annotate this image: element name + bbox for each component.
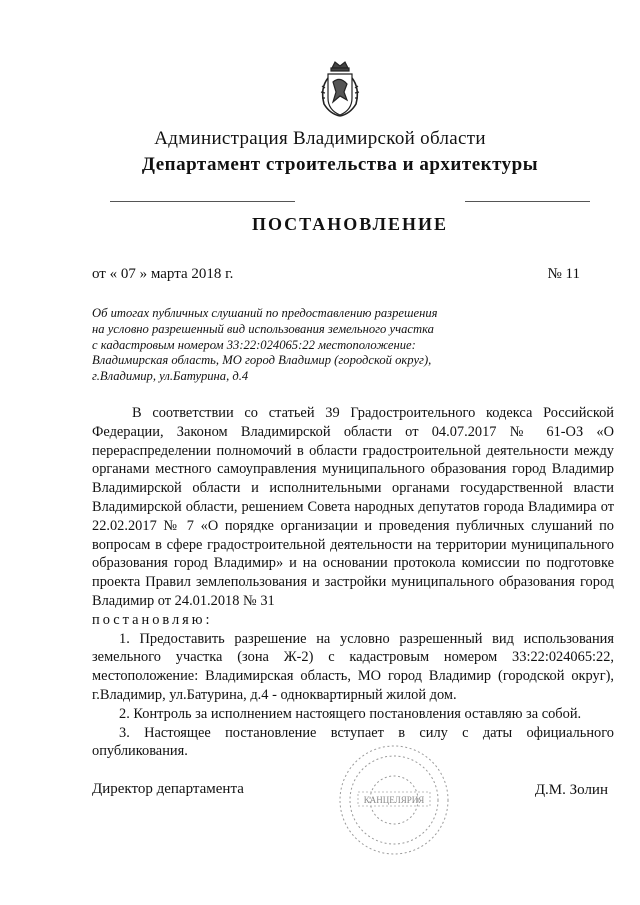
- subject-line: на условно разрешенный вид использования земельного участка: [92, 321, 434, 336]
- document-subject: [92, 306, 472, 385]
- signer-name: Д.М. Золин: [534, 782, 608, 798]
- preamble-paragraph: В соответствии со статьей 39 Градостроительного кодекса Российской Федерации, Законом Владимирской области от 04.07.2017 № 61-ОЗ «О перераспределении полномочий в области градостроительной деятельности между органами местного самоуправления муниципального образования город Владимир Владимирской области и исполнительными органами государственной власти Владимирской области, решением Совета народных депутатов города Владимира от 22.02.2017 № 7 «О порядке организации и проведения публичных слушаний по вопросам в сфере градостроительной деятельности на территории муниципального образования город Владимир» и на основании протокола комиссии по подготовке проекта Правил землепользования и застройки муниципального образования город Владимир от 24.01.2018 № 31: [92, 405, 614, 609]
- document-type-title: ПОСТАНОВЛЕНИЕ: [251, 214, 449, 234]
- subject-line: с кадастровым номером 33:22:024065:22 местоположение:: [92, 337, 416, 352]
- signer-position: Директор департамента: [92, 781, 244, 797]
- resolution-item: 3. Настоящее постановление вступает в силу с даты официального опубликования.: [92, 724, 614, 760]
- organization-name: Администрация Владимирской области: [154, 128, 486, 149]
- resolve-phrase: постановляю:: [92, 611, 213, 628]
- resolution-item: 1. Предоставить разрешение на условно разрешенный вид использования земельного участка (зона Ж-2) с кадастровым номером 33:22:024065:22, местоположение: Владимирская область, МО город Владимир (городской округ), г.Владимир, ул.Батурина, д.4 - одноквартирный жилой дом.: [92, 630, 614, 703]
- subject-line: Владимирская область, МО город Владимир (городской округ),: [92, 353, 432, 368]
- resolution-item: 2. Контроль за исполнением настоящего постановления оставляю за собой.: [119, 705, 582, 722]
- document-body: [92, 404, 614, 761]
- subject-line: г.Владимир, ул.Батурина, д.4: [92, 369, 249, 384]
- coat-of-arms-icon: [318, 58, 362, 120]
- subject-line: Об итогах публичных слушаний по предоставлению разрешения: [92, 306, 438, 320]
- document-date: от « 07 » марта 2018 г.: [92, 266, 234, 282]
- svg-text:КАНЦЕЛЯРИЯ: КАНЦЕЛЯРИЯ: [363, 795, 425, 805]
- department-name: Департамент строительства и архитектуры: [141, 154, 539, 175]
- document-number: № 11: [547, 266, 580, 282]
- round-seal-stamp-icon: [336, 742, 452, 858]
